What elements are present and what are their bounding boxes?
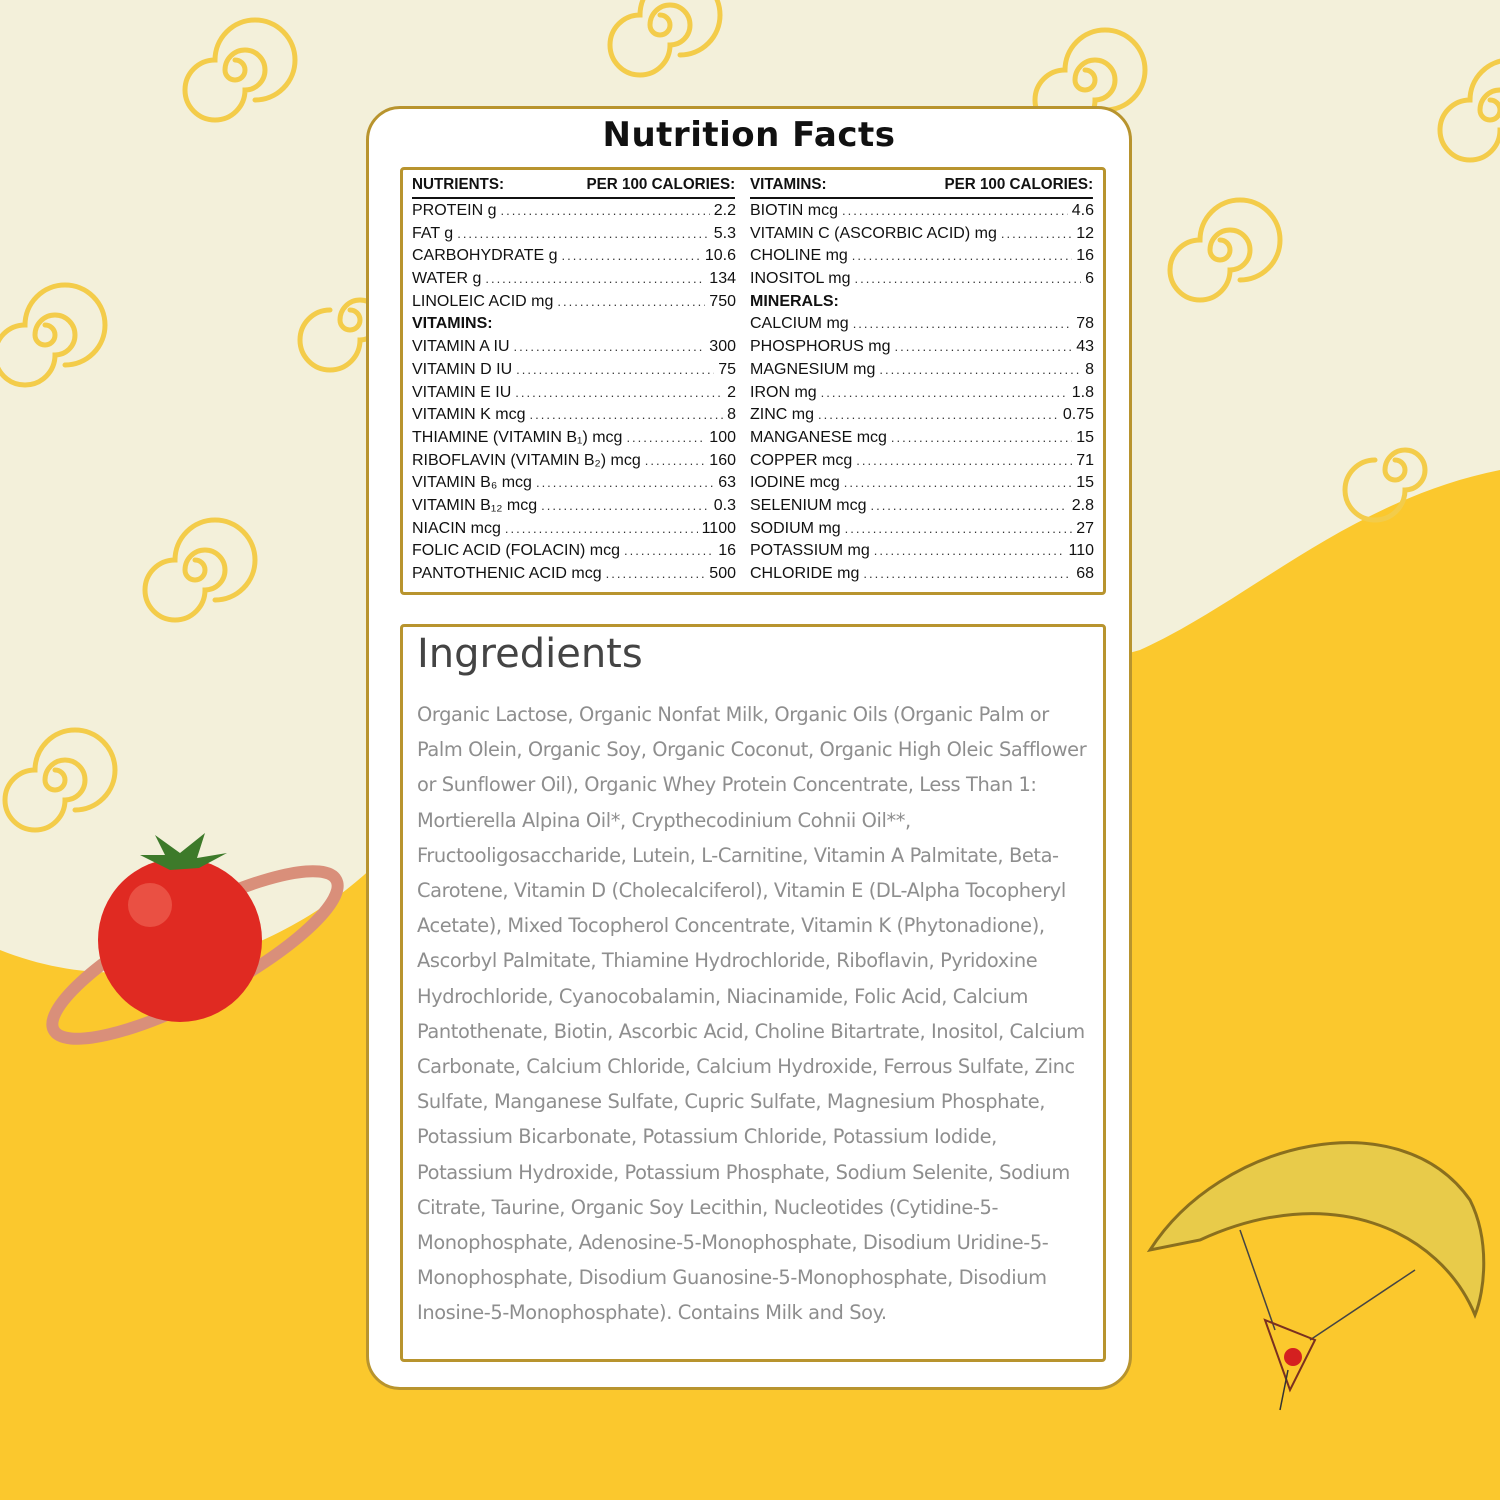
nutrient-value: 16: [1076, 247, 1094, 265]
dot-leader: [845, 518, 1073, 541]
nutrition-card: [366, 106, 1132, 1390]
nutrient-label: COPPER mcg: [750, 451, 853, 469]
nutrient-value: 5.3: [713, 224, 736, 242]
nutrient-row: [412, 404, 736, 427]
nutrient-value: 0.75: [1062, 406, 1094, 424]
ingredients-title: Ingredients: [417, 631, 643, 677]
nutrient-label: VITAMIN E IU: [412, 383, 512, 401]
nutrient-row: [412, 472, 736, 495]
nutrient-value: 750: [709, 292, 736, 310]
swirl-icon: [0, 285, 105, 385]
nutrient-value: 10.6: [704, 247, 736, 265]
nutrient-value: 16: [718, 542, 736, 560]
swirl-icon: [5, 730, 115, 830]
swirl-icon: [145, 520, 255, 620]
nutrients-header: [412, 176, 735, 199]
dot-leader: [894, 336, 1072, 359]
nutrient-row: [750, 540, 1094, 563]
nutrient-label: POTASSIUM mg: [750, 542, 870, 560]
nutrient-value: 63: [718, 474, 736, 492]
dot-leader: [606, 563, 706, 586]
nutrient-value: 75: [718, 360, 736, 378]
dot-leader: [879, 359, 1081, 382]
nutrient-value: 27: [1076, 519, 1094, 537]
nutrient-value: 15: [1076, 428, 1094, 446]
nutrient-label: IRON mg: [750, 383, 817, 401]
dot-leader: [514, 336, 706, 359]
swirl-icon: [185, 20, 295, 120]
nutrient-label: ZINC mg: [750, 406, 814, 424]
vitamins-minerals-column: [750, 176, 1094, 586]
nutrient-row: [412, 200, 736, 223]
swirl-icon: [1170, 200, 1280, 300]
nutrient-row: [412, 223, 736, 246]
dot-leader: [516, 359, 714, 382]
dot-leader: [536, 472, 714, 495]
nutrient-label: VITAMIN C (ASCORBIC ACID) mg: [750, 224, 997, 242]
nutrient-label: LINOLEIC ACID mg: [412, 292, 554, 310]
nutrient-label: IODINE mcg: [750, 474, 840, 492]
nutrient-value: 300: [709, 338, 736, 356]
nutrient-value: 100: [709, 428, 736, 446]
dot-leader: [870, 495, 1067, 518]
dot-leader: [541, 495, 710, 518]
dot-leader: [856, 450, 1072, 473]
dot-leader: [626, 427, 705, 450]
per-100-calories-label: PER 100 CALORIES:: [944, 176, 1094, 193]
dot-leader: [500, 200, 709, 223]
nutrient-label: PROTEIN g: [412, 202, 497, 219]
nutrient-value: 71: [1076, 451, 1094, 469]
nutrient-row: [750, 268, 1094, 291]
dot-leader: [530, 404, 724, 427]
nutrient-label: VITAMIN A IU: [412, 338, 510, 356]
dot-leader: [457, 223, 710, 246]
nutrient-label: VITAMINS:: [412, 315, 493, 333]
nutrient-row: [750, 223, 1094, 246]
per-100-calories-label: PER 100 CALORIES:: [586, 176, 736, 193]
nutrient-label: CHLORIDE mg: [750, 565, 860, 582]
nutrient-value: 68: [1076, 565, 1094, 582]
nutrient-label: SODIUM mg: [750, 519, 841, 537]
nutrient-row: [412, 518, 736, 541]
nutrient-label: PANTOTHENIC ACID mcg: [412, 565, 602, 582]
nutrient-label: PHOSPHORUS mg: [750, 338, 891, 356]
dot-leader: [818, 404, 1059, 427]
nutrient-row: [412, 336, 736, 359]
nutrient-row: [412, 382, 736, 405]
dot-leader: [562, 245, 701, 268]
nutrient-value: 12: [1076, 224, 1094, 242]
nutrient-row: [750, 245, 1094, 268]
nutrient-label: MAGNESIUM mg: [750, 360, 876, 378]
swirl-icon: [1440, 60, 1500, 160]
nutrient-row: [750, 313, 1094, 336]
nutrient-value: 2.2: [713, 202, 736, 219]
dot-leader: [853, 313, 1073, 336]
nutrient-value: 160: [709, 451, 736, 469]
nutrient-row: [412, 540, 736, 563]
dot-leader: [891, 427, 1072, 450]
nutrient-label: VITAMIN K mcg: [412, 406, 526, 424]
nutrient-value: 134: [709, 270, 736, 288]
nutrient-label: FAT g: [412, 224, 454, 242]
nutrient-value: 4.6: [1071, 202, 1094, 219]
nutrient-value: 15: [1076, 474, 1094, 492]
nutrient-row: [412, 450, 736, 473]
nutrition-facts-title: Nutrition Facts: [602, 115, 896, 155]
nutrient-value: 0.3: [713, 496, 736, 514]
dot-leader: [844, 472, 1072, 495]
section-heading: [750, 291, 1094, 314]
nutrient-value: 2: [727, 383, 736, 401]
nutrient-row: [750, 359, 1094, 382]
nutrient-row: [412, 427, 736, 450]
nutrient-value: 43: [1076, 338, 1094, 356]
dot-leader: [515, 382, 723, 405]
dot-leader: [821, 382, 1068, 405]
nutrient-row: [412, 245, 736, 268]
nutrient-value: 2.8: [1071, 496, 1094, 514]
vitamins-header-label: VITAMINS:: [750, 176, 827, 193]
nutrient-row: [750, 450, 1094, 473]
nutrients-column: [412, 176, 736, 586]
nutrient-label: INOSITOL mg: [750, 270, 851, 288]
nutrient-value: 8: [1085, 360, 1094, 378]
nutrient-label: RIBOFLAVIN (VITAMIN B₂) mcg: [412, 451, 641, 469]
nutrient-row: [750, 472, 1094, 495]
section-heading: [412, 313, 736, 336]
dot-leader: [485, 268, 705, 291]
nutrient-row: [412, 359, 736, 382]
nutrient-row: [412, 563, 736, 586]
nutrient-row: [750, 518, 1094, 541]
vitamins-header: [750, 176, 1093, 199]
nutrient-label: CALCIUM mg: [750, 315, 849, 333]
nutrient-row: [750, 404, 1094, 427]
dot-leader: [863, 563, 1072, 586]
nutrient-value: 8: [727, 406, 736, 424]
dot-leader: [874, 540, 1065, 563]
dot-leader: [1001, 223, 1072, 246]
nutrient-label: NIACIN mcg: [412, 519, 501, 537]
nutrient-row: [412, 495, 736, 518]
nutrient-label: VITAMIN D IU: [412, 360, 513, 378]
nutrient-row: [750, 495, 1094, 518]
nutrient-value: 78: [1076, 315, 1094, 333]
nutrient-value: 500: [709, 565, 736, 582]
nutrient-label: CARBOHYDRATE g: [412, 247, 558, 265]
nutrient-value: 1.8: [1071, 383, 1094, 401]
nutrient-row: [750, 200, 1094, 223]
nutrient-label: THIAMINE (VITAMIN B₁) mcg: [412, 428, 623, 446]
nutrient-row: [750, 382, 1094, 405]
nutrient-row: [750, 336, 1094, 359]
dot-leader: [645, 450, 706, 473]
dot-leader: [842, 200, 1068, 223]
ingredients-box: [400, 624, 1106, 1362]
nutrient-row: [412, 291, 736, 314]
nutrition-table: [400, 167, 1106, 595]
swirl-icon: [610, 0, 720, 75]
nutrient-label: CHOLINE mg: [750, 247, 848, 265]
nutrient-label: VITAMIN B₁₂ mcg: [412, 496, 538, 514]
dot-leader: [624, 540, 714, 563]
nutrient-label: VITAMIN B₆ mcg: [412, 474, 532, 492]
dot-leader: [505, 518, 698, 541]
nutrient-row: [412, 268, 736, 291]
nutrient-label: MANGANESE mcg: [750, 428, 887, 446]
nutrient-label: SELENIUM mcg: [750, 496, 867, 514]
nutrient-value: 110: [1068, 542, 1094, 560]
nutrient-row: [750, 563, 1094, 586]
nutrients-header-label: NUTRIENTS:: [412, 176, 505, 193]
dot-leader: [557, 291, 705, 314]
nutrient-value: 6: [1085, 270, 1094, 288]
nutrient-value: 1100: [701, 519, 736, 537]
dot-leader: [854, 268, 1081, 291]
nutrient-row: [750, 427, 1094, 450]
ingredients-text: Organic Lactose, Organic Nonfat Milk, Organic Oils (Organic Palm or Palm Olein, Organic Soy, Organic Coconut, Organic High Oleic Safflower or Sunflower Oil), Organic Whey Protein Concentrate, Less Than 1: Mortierella Alpina Oil*, Crypthecodinium Cohnii Oil**, Fructooligosaccharide, Lutein, L-Carnitine, Vitamin A Palmitate, Beta-Carotene, Vitamin D (Cholecalciferol), Vitamin E (DL-Alpha Tocopheryl Acetate), Mixed Tocopherol Concentrate, Vitamin K (Phytonadione), Ascorbyl Palmitate, Thiamine Hydrochloride, Riboflavin, Pyridoxine Hydrochloride, Cyanocobalamin, Niacinamide, Folic Acid, Calcium Pantothenate, Biotin, Ascorbic Acid, Choline Bitartrate, Inositol, Calcium Carbonate, Calcium Chloride, Calcium Hydroxide, Ferrous Sulfate, Zinc Sulfate, Manganese Sulfate, Cupric Sulfate, Magnesium Phosphate, Potassium Bicarbonate, Potassium Chloride, Potassium Iodide, Potassium Hydroxide, Potassium Phosphate, Sodium Selenite, Sodium Citrate, Taurine, Organic Soy Lecithin, Nucleotides (Cytidine-5-Monophosphate, Adenosine-5-Monophosphate, Disodium Uridine-5-Monophosphate, Disodium Guanosine-5-Monophosphate, Disodium Inosine-5-Monophosphate). Contains Milk and Soy.: [417, 703, 1087, 1325]
nutrient-label: FOLIC ACID (FOLACIN) mcg: [412, 542, 621, 560]
nutrient-label: BIOTIN mcg: [750, 202, 839, 219]
dot-leader: [852, 245, 1072, 268]
nutrient-label: MINERALS:: [750, 292, 839, 310]
nutrient-label: WATER g: [412, 270, 482, 288]
